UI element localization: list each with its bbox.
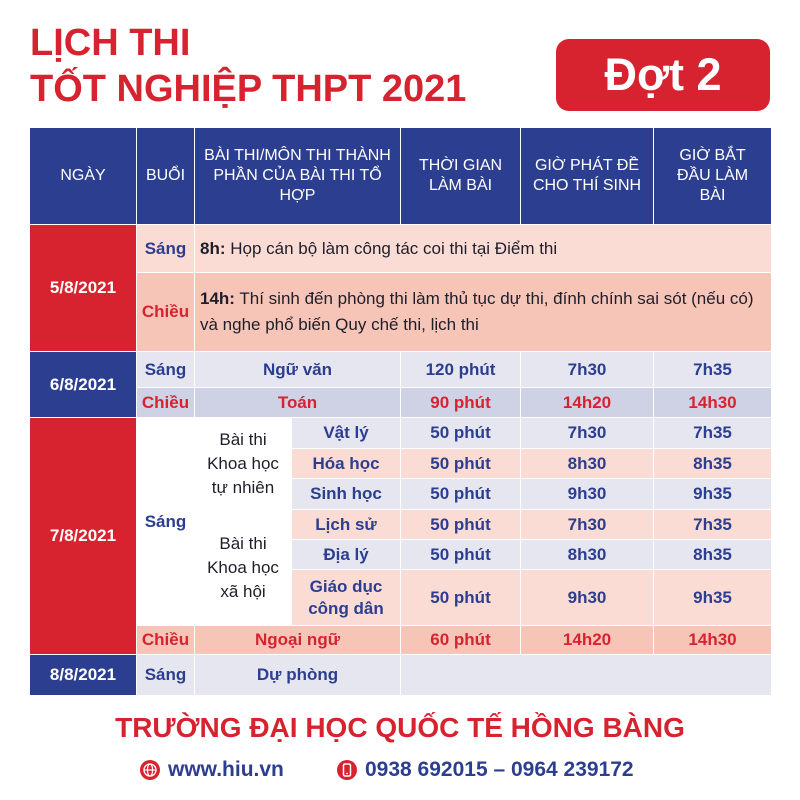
issue-time-cell: 14h20 [521, 388, 654, 418]
subject-cell: Dự phòng [195, 655, 401, 696]
note-cell [195, 273, 772, 352]
table-row [30, 273, 772, 352]
duration-cell: 50 phút [401, 540, 521, 570]
duration-cell: 90 phút [401, 388, 521, 418]
website-link[interactable]: www.hiu.vn [168, 758, 284, 781]
issue-time-cell: 9h30 [521, 479, 654, 510]
phone-icon [337, 760, 357, 780]
subject-cell: Hóa học [292, 449, 401, 479]
session-cell: Sáng [137, 418, 195, 626]
phone-numbers[interactable]: 0938 692015 – 0964 239172 [365, 758, 634, 781]
exam-schedule-table [29, 127, 772, 696]
title-line-1: LỊCH THI [30, 22, 191, 64]
note-text: Họp cán bộ làm công tác coi thi tại Điểm thi [225, 238, 558, 258]
session-cell: Chiều [137, 626, 195, 655]
table-row [30, 626, 772, 655]
issue-time-cell: 8h30 [521, 540, 654, 570]
header-start-time: GIỜ BẮT ĐẦU LÀM BÀI [654, 128, 772, 225]
table-row [30, 352, 772, 388]
group-cell: Bài thi Khoa học tự nhiên [195, 418, 292, 510]
start-time-cell: 14h30 [654, 388, 772, 418]
session-cell: Chiều [137, 273, 195, 352]
duration-cell: 50 phút [401, 510, 521, 540]
start-time-cell: 8h35 [654, 540, 772, 570]
start-time-cell: 14h30 [654, 626, 772, 655]
start-time-cell: 7h35 [654, 510, 772, 540]
issue-time-cell: 14h20 [521, 626, 654, 655]
session-cell: Sáng [137, 352, 195, 388]
date-cell: 8/8/2021 [30, 655, 137, 696]
start-time-cell: 7h35 [654, 418, 772, 449]
note-cell [195, 225, 772, 273]
round-badge: Đợt 2 [556, 39, 770, 111]
header-day: NGÀY [30, 128, 137, 225]
subject-cell: Địa lý [292, 540, 401, 570]
duration-cell: 50 phút [401, 479, 521, 510]
subject-cell: Ngữ văn [195, 352, 401, 388]
issue-time-cell: 7h30 [521, 352, 654, 388]
start-time-cell: 8h35 [654, 449, 772, 479]
subject-cell: Toán [195, 388, 401, 418]
date-cell: 6/8/2021 [30, 352, 137, 418]
issue-time-cell: 7h30 [521, 418, 654, 449]
subject-cell: Lịch sử [292, 510, 401, 540]
header-session: BUỔI [137, 128, 195, 225]
session-cell: Sáng [137, 655, 195, 696]
header-issue-time: GIỜ PHÁT ĐỀ CHO THÍ SINH [521, 128, 654, 225]
session-cell: Sáng [137, 225, 195, 273]
header-row [30, 128, 772, 225]
table-row [30, 655, 772, 696]
duration-cell: 50 phút [401, 570, 521, 626]
empty-cell [401, 655, 772, 696]
table-row [30, 418, 772, 449]
start-time-cell: 7h35 [654, 352, 772, 388]
subject-cell: Ngoại ngữ [195, 626, 401, 655]
school-name: TRƯỜNG ĐẠI HỌC QUỐC TẾ HỒNG BÀNG [115, 712, 685, 743]
subject-cell: Sinh học [292, 479, 401, 510]
date-cell: 5/8/2021 [30, 225, 137, 352]
duration-cell: 50 phút [401, 418, 521, 449]
issue-time-cell: 7h30 [521, 510, 654, 540]
phone-contact [337, 758, 634, 782]
note-text: Thí sinh đến phòng thi làm thủ tục dự thi, đính chính sai sót (nếu có) và nghe phổ biến Quy chế thi, lịch thi [200, 289, 754, 334]
title-line-2: TỐT NGHIỆP THPT 2021 [30, 68, 467, 110]
header-duration: THỜI GIAN LÀM BÀI [401, 128, 521, 225]
duration-cell: 60 phút [401, 626, 521, 655]
table-row [30, 388, 772, 418]
duration-cell: 120 phút [401, 352, 521, 388]
note-time: 8h: [200, 238, 226, 258]
start-time-cell: 9h35 [654, 479, 772, 510]
issue-time-cell: 9h30 [521, 570, 654, 626]
table-row [30, 225, 772, 273]
start-time-cell: 9h35 [654, 570, 772, 626]
subject-cell: Giáo dục công dân [292, 570, 401, 626]
subject-cell: Vật lý [292, 418, 401, 449]
session-cell: Chiều [137, 388, 195, 418]
header-subject: BÀI THI/MÔN THI THÀNH PHẦN CỦA BÀI THI TỔ HỢP [195, 128, 401, 225]
page-title [30, 20, 466, 112]
date-cell: 7/8/2021 [30, 418, 137, 655]
note-time: 14h: [200, 289, 235, 308]
duration-cell: 50 phút [401, 449, 521, 479]
globe-icon [140, 760, 160, 780]
group-cell: Bài thi Khoa học xã hội [195, 510, 292, 626]
issue-time-cell: 8h30 [521, 449, 654, 479]
website-contact [140, 758, 284, 782]
